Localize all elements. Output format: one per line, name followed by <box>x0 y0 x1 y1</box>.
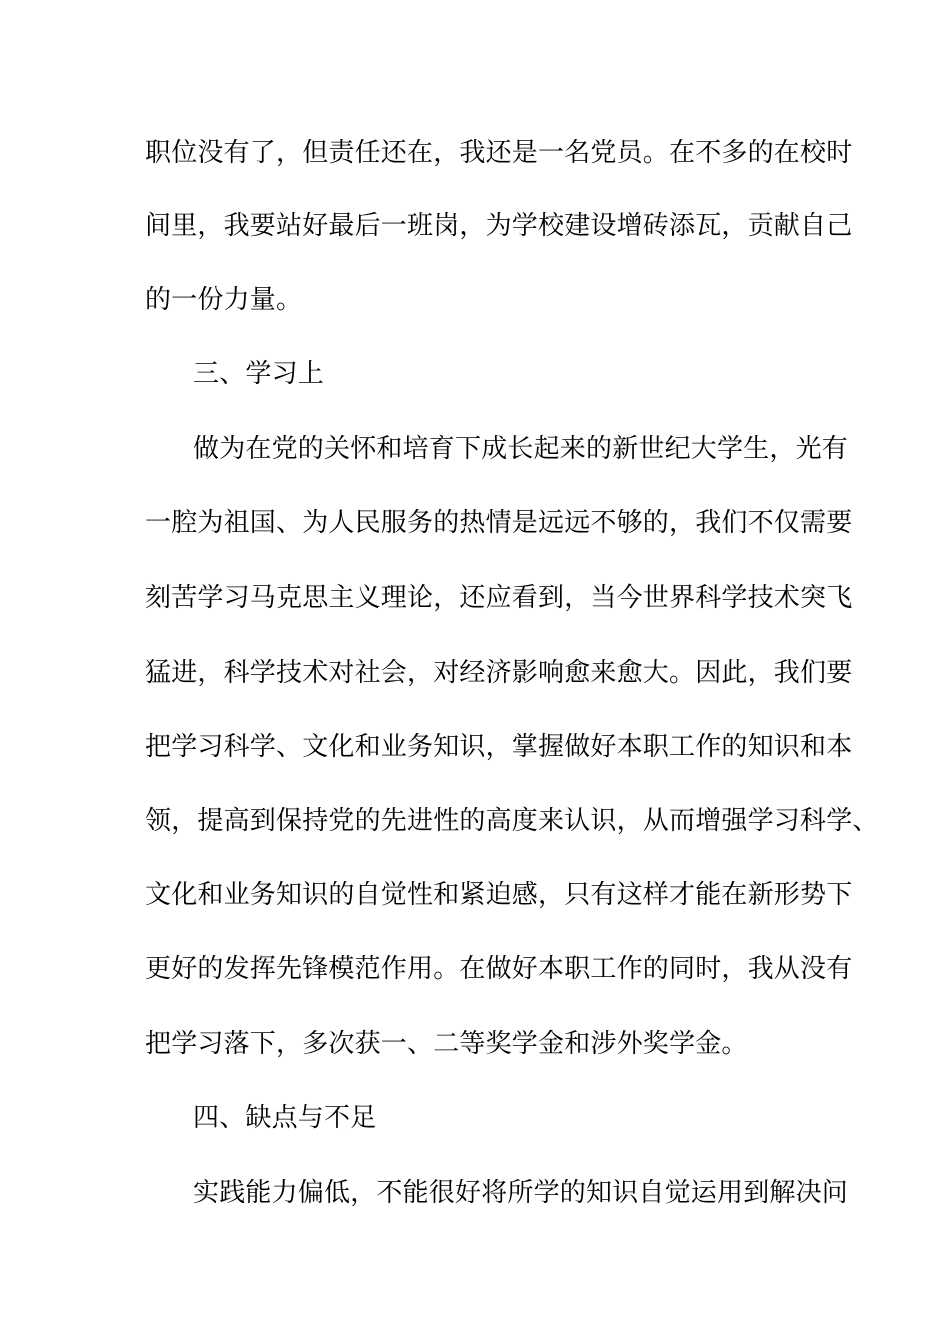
paragraph-line: 刻苦学习马克思主义理论，还应看到，当今世界科学技术突飞 <box>145 583 853 613</box>
paragraph-line: 实践能力偏低，不能很好将所学的知识自觉运用到解决问 <box>193 1178 849 1208</box>
paragraph-line: 更好的发挥先锋模范作用。在做好本职工作的同时，我从没有 <box>145 954 853 984</box>
paragraph-line: 猛进，科学技术对社会，对经济影响愈来愈大。因此，我们要 <box>145 658 853 688</box>
paragraph-line: 把学习科学、文化和业务知识，掌握做好本职工作的知识和本 <box>145 732 853 762</box>
paragraph-line: 间里，我要站好最后一班岗，为学校建设增砖添瓦，贡献自己 <box>145 211 853 241</box>
paragraph-line: 一腔为祖国、为人民服务的热情是远远不够的，我们不仅需要 <box>145 508 853 538</box>
paragraph-line: 领，提高到保持党的先进性的高度来认识，从而增强学习科学、 <box>145 806 879 836</box>
paragraph-line: 做为在党的关怀和培育下成长起来的新世纪大学生，光有 <box>193 434 849 464</box>
section-heading-shortcomings: 四、缺点与不足 <box>193 1103 377 1133</box>
paragraph-line: 把学习落下，多次获一、二等奖学金和涉外奖学金。 <box>145 1029 748 1059</box>
paragraph-line: 职位没有了，但责任还在，我还是一名党员。在不多的在校时 <box>145 138 853 168</box>
paragraph-line: 的一份力量。 <box>145 285 303 315</box>
section-heading-study: 三、学习上 <box>193 359 325 389</box>
paragraph-line: 文化和业务知识的自觉性和紧迫感，只有这样才能在新形势下 <box>145 880 853 910</box>
